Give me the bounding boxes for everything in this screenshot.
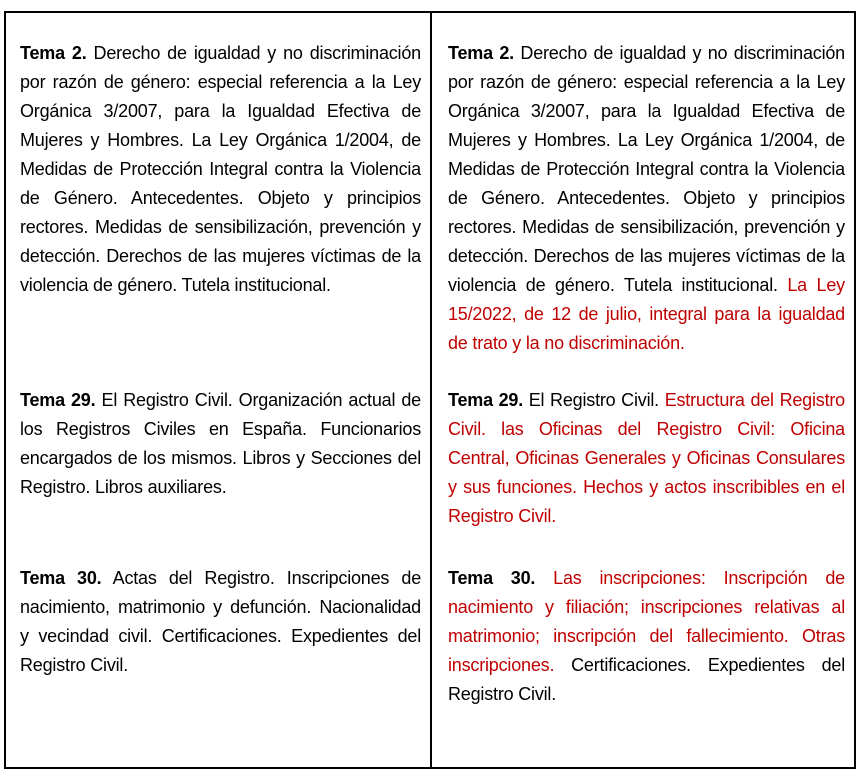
- cell-tema-29-original: [6, 360, 430, 538]
- cell-tema-30-revised: [430, 538, 854, 767]
- topic-paragraph: [448, 39, 845, 358]
- topic-number: Tema 2.: [20, 43, 87, 63]
- topic-text: El Registro Civil.: [528, 390, 659, 410]
- topic-paragraph: [20, 564, 421, 680]
- topic-number: Tema 29.: [448, 390, 524, 410]
- topic-number: Tema 29.: [20, 390, 96, 410]
- topic-text-added: Estructura del Registro Civil. las Oficinas del Registro Civil: Oficina Central, Oficinas Generales y Oficinas Consulares y sus funciones. Hechos y actos inscribibles en el Registro Civil.: [448, 390, 845, 526]
- topic-paragraph: [448, 386, 845, 531]
- topic-paragraph: [448, 564, 845, 709]
- topic-text: Derecho de igualdad y no discriminación por razón de género: especial referencia a la Ley Orgánica 3/2007, para la Igualdad Efectiva de Mujeres y Hombres. La Ley Orgánica 1/2004, de Medidas de Protección Integral contra la Violencia de Género. Antecedentes. Objeto y principios rectores. Medidas de sensibilización, prevención y detección. Derechos de las mujeres víctimas de la violencia de género. Tutela institucional.: [448, 43, 845, 295]
- cell-tema-29-revised: [430, 360, 854, 538]
- topic-text: Certificaciones. Expedientes del Registro Civil.: [448, 655, 845, 704]
- topic-text: Derecho de igualdad y no discriminación por razón de género: especial referencia a la Ley Orgánica 3/2007, para la Igualdad Efectiva de Mujeres y Hombres. La Ley Orgánica 1/2004, de Medidas de Protección Integral contra la Violencia de Género. Antecedentes. Objeto y principios rectores. Medidas de sensibilización, prevención y detección. Derechos de las mujeres víctimas de la violencia de género. Tutela institucional.: [20, 43, 421, 295]
- topic-number: Tema 30.: [448, 568, 536, 588]
- cell-tema-2-revised: [430, 13, 854, 360]
- topic-paragraph: [20, 386, 421, 502]
- cell-tema-2-original: [6, 13, 430, 360]
- topic-text: Actas del Registro. Inscripciones de nacimiento, matrimonio y defunción. Nacionalidad y vecindad civil. Certificaciones. Expedientes del Registro Civil.: [20, 568, 422, 675]
- topic-number: Tema 2.: [448, 43, 514, 63]
- topic-text-added: La Ley 15/2022, de 12 de julio, integral para la igualdad de trato y la no discriminación.: [448, 275, 845, 353]
- topic-number: Tema 30.: [20, 568, 102, 588]
- topic-text-added: Las inscripciones: Inscripción de nacimiento y filiación; inscripciones relativas al matrimonio; inscripción del fallecimiento. Otras inscripciones.: [448, 568, 845, 675]
- cell-tema-30-original: [6, 538, 430, 767]
- syllabus-comparison-table: [4, 11, 856, 769]
- topic-text: El Registro Civil. Organización actual de los Registros Civiles en España. Funcionarios encargados de los mismos. Libros y Secciones del Registro. Libros auxiliares.: [20, 390, 421, 497]
- topic-paragraph: [20, 39, 421, 300]
